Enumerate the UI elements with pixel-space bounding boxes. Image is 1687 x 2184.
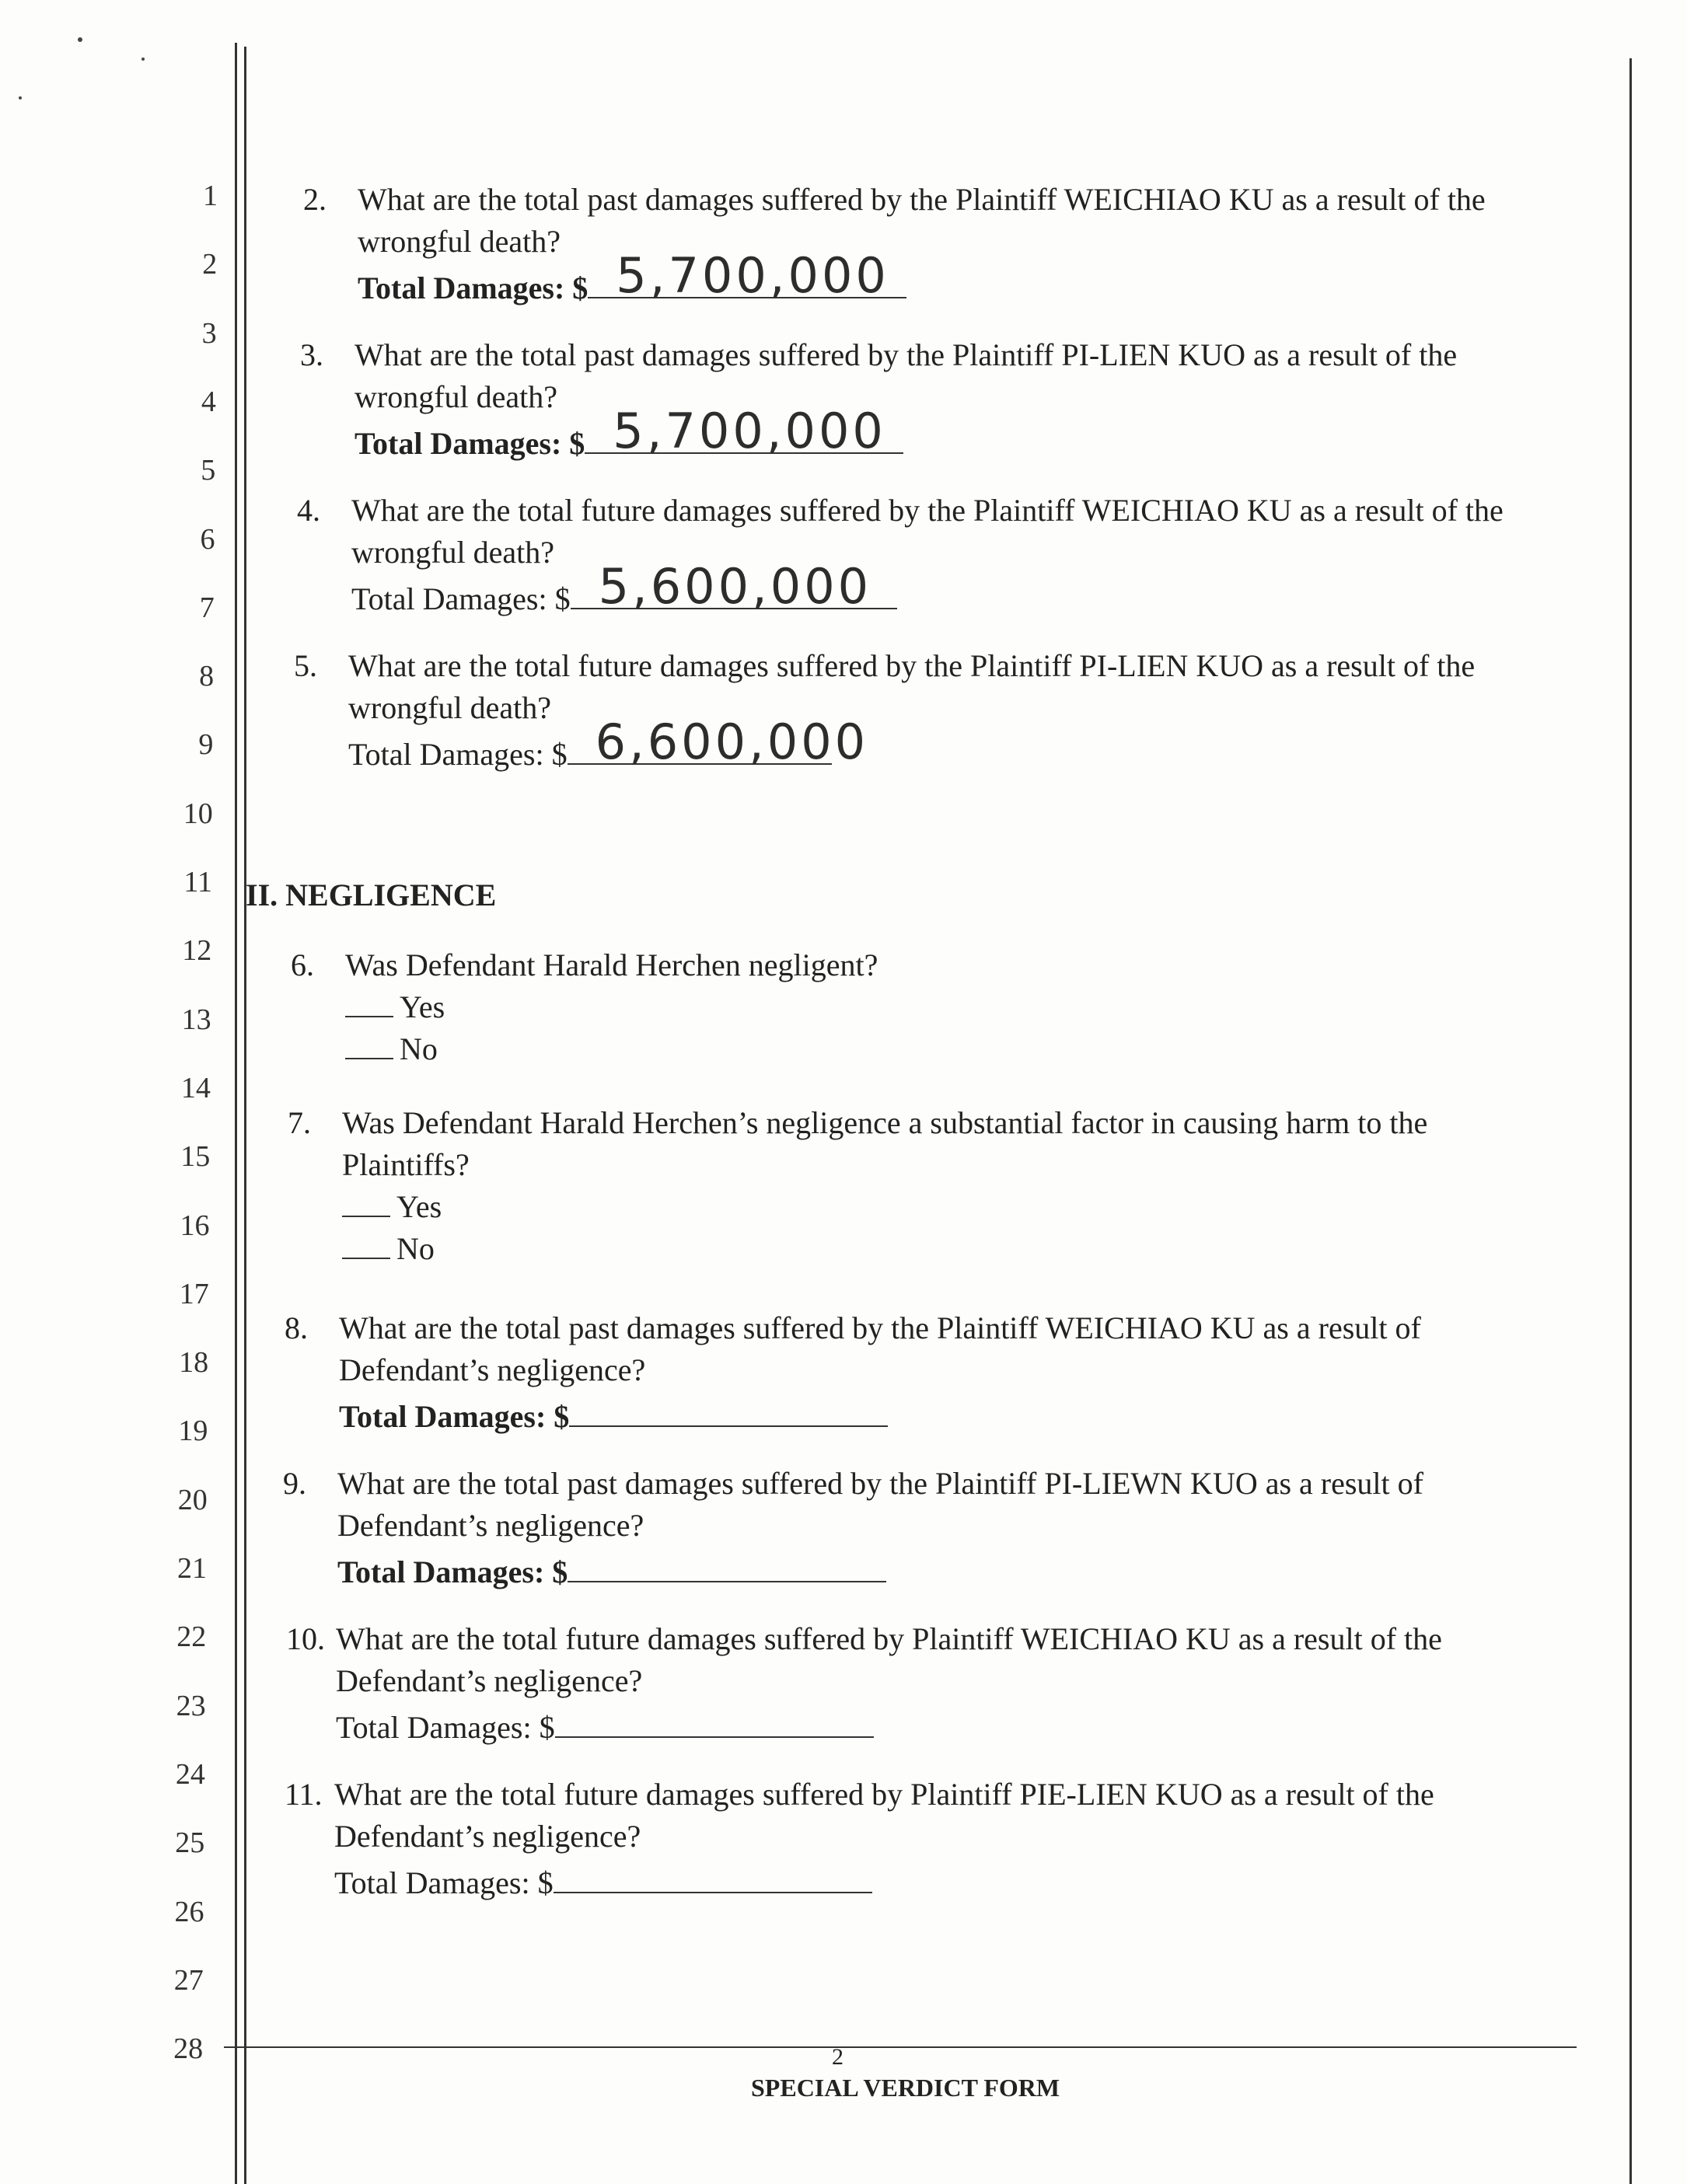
- right-margin-rule: [1629, 58, 1632, 2184]
- line-number: 13: [181, 1003, 211, 1036]
- question-text-cont: Defendant’s negligence?: [334, 1819, 641, 1854]
- left-margin-rule-2: [244, 47, 246, 2184]
- yes-label: Yes: [400, 989, 445, 1024]
- question-5: [294, 645, 1476, 776]
- line-number: 1: [203, 180, 218, 212]
- line-number: 18: [179, 1346, 209, 1380]
- yes-blank[interactable]: [342, 1192, 390, 1217]
- yes-option[interactable]: [345, 986, 878, 1028]
- handwritten-amount: 5,700,000: [616, 247, 889, 304]
- question-2: [303, 179, 1486, 309]
- footer-title: SPECIAL VERDICT FORM: [751, 2074, 1060, 2102]
- damages-field[interactable]: [585, 403, 903, 459]
- line-number: 8: [199, 660, 215, 693]
- question-text-cont: Plaintiffs?: [342, 1147, 470, 1182]
- page-number: 2: [832, 2044, 844, 2070]
- no-option[interactable]: [345, 1028, 878, 1070]
- line-number: 27: [173, 1963, 204, 1997]
- question-text: What are the total past damages suffered by the Plaintiff PI-LIEN KUO as a result of the: [355, 337, 1458, 372]
- line-number: 7: [199, 591, 215, 624]
- question-8: [285, 1307, 1421, 1438]
- damages-field[interactable]: [571, 558, 897, 615]
- damages-field[interactable]: [568, 1547, 886, 1582]
- line-number: 19: [178, 1415, 208, 1448]
- question-11: [285, 1774, 1434, 1904]
- question-6: [291, 944, 878, 1070]
- damages-field[interactable]: [554, 1858, 872, 1893]
- line-number: 4: [201, 385, 216, 418]
- damages-label: Total Damages: $: [351, 581, 571, 616]
- yes-label: Yes: [396, 1189, 442, 1224]
- question-number: 2.: [303, 182, 327, 217]
- yes-option[interactable]: [342, 1186, 1427, 1228]
- line-number: 23: [176, 1689, 206, 1722]
- question-text-cont: wrongful death?: [355, 379, 558, 414]
- damages-label: Total Damages: $: [339, 1399, 570, 1434]
- question-text: What are the total past damages suffered by the Plaintiff PI-LIEWN KUO as a result of: [337, 1466, 1423, 1501]
- yes-blank[interactable]: [345, 993, 393, 1017]
- section-heading: II. NEGLIGENCE: [246, 877, 497, 912]
- line-number: 25: [175, 1826, 205, 1860]
- question-text: Was Defendant Harald Herchen negligent?: [345, 947, 878, 982]
- left-margin-rule-1: [235, 43, 237, 2184]
- question-number: 5.: [294, 648, 317, 683]
- handwritten-amount: 5,600,000: [598, 558, 872, 615]
- handwritten-amount: 5,700,000: [613, 403, 886, 459]
- question-number: 8.: [285, 1310, 308, 1345]
- question-number: 3.: [300, 337, 323, 372]
- scan-speck: [78, 37, 82, 42]
- no-label: No: [396, 1231, 435, 1266]
- question-text-cont: wrongful death?: [358, 224, 561, 259]
- question-number: 11.: [285, 1777, 323, 1812]
- question-10: [286, 1618, 1442, 1749]
- line-number: 9: [198, 728, 214, 762]
- line-number: 16: [180, 1209, 210, 1242]
- question-text: What are the total future damages suffered by Plaintiff WEICHIAO KU as a result of the: [336, 1621, 1442, 1656]
- question-text-cont: wrongful death?: [348, 690, 552, 725]
- line-number: 22: [176, 1621, 207, 1654]
- damages-field[interactable]: [568, 713, 869, 770]
- question-number: 10.: [286, 1621, 325, 1656]
- question-3: [300, 334, 1458, 465]
- line-number: 28: [173, 2032, 204, 2066]
- damages-label: Total Damages: $: [348, 737, 568, 772]
- no-blank[interactable]: [342, 1234, 390, 1259]
- line-number: 20: [177, 1483, 208, 1516]
- question-text: What are the total future damages suffered by the Plaintiff PI-LIEN KUO as a result of the: [348, 648, 1476, 683]
- damages-label: Total Damages: $: [358, 270, 589, 305]
- line-number: 3: [201, 316, 217, 350]
- footer-rule: [224, 2046, 1577, 2048]
- question-text: What are the total future damages suffered by Plaintiff PIE-LIEN KUO as a result of the: [334, 1777, 1434, 1812]
- question-text-cont: Defendant’s negligence?: [339, 1352, 646, 1387]
- question-7: [288, 1102, 1428, 1270]
- damages-field[interactable]: [569, 1391, 888, 1427]
- handwritten-amount: 6,600,000: [595, 713, 869, 770]
- line-number: 6: [200, 522, 215, 556]
- line-number: 26: [174, 1895, 204, 1928]
- scan-speck: [19, 96, 22, 99]
- scan-speck: [141, 58, 145, 61]
- damages-label: Total Damages: $: [355, 426, 585, 461]
- question-text: What are the total past damages suffered by the Plaintiff WEICHIAO KU as a result of: [339, 1310, 1421, 1345]
- damages-label: Total Damages: $: [336, 1710, 555, 1745]
- question-number: 7.: [288, 1105, 311, 1140]
- no-label: No: [400, 1031, 438, 1066]
- line-number: 12: [182, 934, 212, 968]
- damages-field[interactable]: [555, 1702, 874, 1738]
- question-number: 9.: [283, 1466, 306, 1501]
- line-number: 2: [202, 248, 218, 281]
- no-option[interactable]: [342, 1228, 1427, 1270]
- line-number: 11: [183, 866, 212, 898]
- question-number: 6.: [291, 947, 314, 982]
- question-text-cont: wrongful death?: [351, 535, 555, 570]
- line-number: 24: [175, 1757, 205, 1791]
- damages-field[interactable]: [588, 247, 906, 304]
- question-number: 4.: [297, 493, 320, 528]
- line-number: 15: [180, 1140, 211, 1174]
- question-9: [283, 1463, 1423, 1593]
- no-blank[interactable]: [345, 1034, 393, 1059]
- line-number: 21: [177, 1552, 207, 1585]
- question-text-cont: Defendant’s negligence?: [336, 1663, 643, 1698]
- question-text: Was Defendant Harald Herchen’s negligence a substantial factor in causing harm to the: [342, 1105, 1428, 1140]
- line-number: 17: [179, 1277, 209, 1310]
- question-4: [297, 490, 1504, 620]
- line-number: 5: [201, 454, 216, 487]
- question-text: What are the total past damages suffered by the Plaintiff WEICHIAO KU as a result of the: [358, 182, 1486, 217]
- damages-label: Total Damages: $: [334, 1865, 554, 1900]
- line-number: 10: [183, 797, 213, 830]
- question-text: What are the total future damages suffered by the Plaintiff WEICHIAO KU as a result of the: [351, 493, 1504, 528]
- damages-label: Total Damages: $: [337, 1554, 568, 1589]
- question-text-cont: Defendant’s negligence?: [337, 1508, 644, 1543]
- line-number: 14: [180, 1071, 211, 1104]
